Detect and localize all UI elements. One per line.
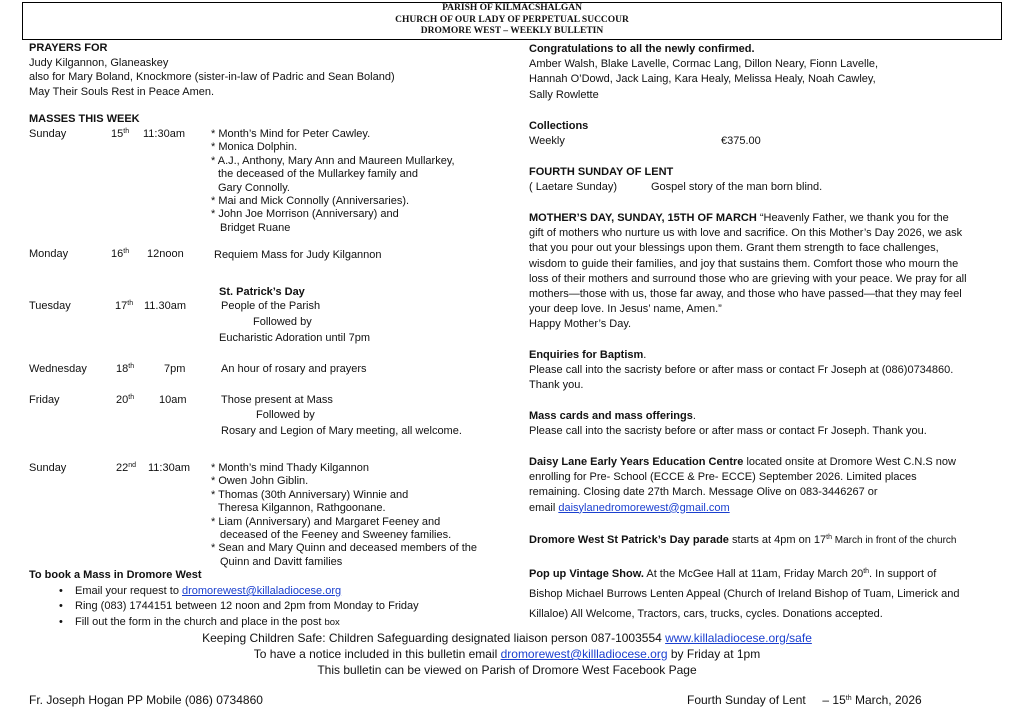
mass-day: Tuesday: [29, 300, 71, 312]
baptism-title: Enquiries for Baptism: [529, 349, 644, 361]
lent-title: FOURTH SUNDAY OF LENT: [529, 166, 674, 178]
church-name: CHURCH OF OUR LADY OF PERPETUAL SUCCOUR: [395, 14, 629, 25]
mass-intentions-sunday-22: [211, 462, 477, 569]
baptism-section: Enquiries for Baptism. Please call into the sacristy before or after mass or contact Fr Joseph at (086)0734860. Thank you.: [529, 348, 953, 394]
intention: * Owen John Giblin.: [211, 475, 309, 488]
mass-time: 11.30am: [144, 300, 186, 312]
mass-date: 22nd: [116, 462, 137, 474]
intention: Quinn and Davitt families: [220, 555, 343, 568]
tuesday-line: Followed by: [253, 316, 312, 328]
daisy-lane-section: Daisy Lane Early Years Education Centre located onsite at Dromore West C.N.S now enrolling for Pre- School (ECCE & Pre- ECCE) September 2026. Limited places remaining. Closing date 27th March. Message Olive on 083-3446267 or email daisylanedromorewest@gmail.com: [529, 456, 956, 514]
intention: * Thomas (30th Anniversary) Winnie and: [211, 488, 409, 501]
prayers-section: [29, 41, 395, 99]
masscards-title: Mass cards and mass offerings: [529, 410, 693, 422]
vintage-title: Pop up Vintage Show.: [529, 568, 644, 580]
prayers-title: PRAYERS FOR: [29, 42, 108, 54]
mass-day: Sunday: [29, 462, 67, 474]
vintage-line: Bishop Michael Burrows Lenten Appeal (Church of Ireland Bishop of Tuam, Limerick and: [529, 588, 960, 600]
mass-row-friday: [29, 394, 209, 406]
intention: the deceased of the Mullarkey family and: [218, 168, 418, 181]
st-patricks-heading: St. Patrick’s Day: [219, 286, 305, 298]
parish-name: PARISH OF KILMACSHALGAN: [442, 3, 582, 13]
facebook-line: This bulletin can be viewed on Parish of Dromore West Facebook Page: [317, 663, 697, 677]
confirmed-line: Hannah O’Dowd, Jack Laing, Kara Healy, Melissa Healy, Noah Cawley,: [529, 73, 876, 86]
vintage-line: Killaloe) All Welcome, Tractors, cars, trucks, cycles. Donations accepted.: [529, 608, 883, 620]
mass-time: 10am: [159, 394, 187, 406]
booking-list: [55, 584, 419, 630]
bulletin-date: Fourth Sunday of Lent – 15th March, 2026: [687, 693, 922, 707]
intention: * Liam (Anniversary) and Margaret Feeney and: [211, 515, 441, 528]
mass-date: 20th: [116, 394, 135, 406]
notice-line: To have a notice included in this bulletin email dromorewest@killladiocese.org by Friday at 1pm: [253, 647, 761, 661]
daisy-title: Daisy Lane Early Years Education Centre: [529, 456, 744, 468]
booking-form-item: • Fill out the form in the church and place in the post box: [55, 615, 419, 630]
tuesday-line: Eucharistic Adoration until 7pm: [219, 332, 371, 344]
mass-date: 15th: [111, 128, 130, 140]
mass-date: 16th: [111, 248, 130, 260]
mass-date: 17th: [115, 300, 134, 312]
intention: * A.J., Anthony, Mary Ann and Maureen Mullarkey,: [211, 154, 455, 167]
vintage-section: Pop up Vintage Show. At the McGee Hall at 11am, Friday March 20th. In support of Bishop Michael Burrows Lenten Appeal (Church of Ireland Bishop of Tuam, Limerick and Killaloe) All Welcome, Tractors, cars, trucks, cycles. Donations accepted.: [529, 564, 959, 624]
lent-gospel: Gospel story of the man born blind.: [651, 181, 823, 193]
intention: * Mai and Mick Connolly (Anniversaries).: [211, 195, 410, 208]
mass-time: 12noon: [147, 248, 184, 260]
daisy-line: remaining. Closing date 27th March. Message Olive on 083-3446267 or: [529, 486, 878, 499]
parade-title: Dromore West St Patrick’s Day parade: [529, 534, 729, 546]
mass-time: 11:30am: [148, 462, 190, 474]
intention: * Monica Dolphin.: [211, 141, 298, 154]
booking-email-item: • Email your request to dromorewest@killaladiocese.org: [55, 584, 419, 599]
bulletin-title: DROMORE WEST – WEEKLY BULLETIN: [420, 26, 604, 36]
booking-email-link[interactable]: dromorewest@killaladiocese.org: [182, 585, 342, 597]
safeguarding-line: Keeping Children Safe: Children Safeguarding designated liaison person 087-1003554 www.killaladiocese.org/safe: [202, 631, 812, 645]
confirmed-section: [529, 42, 878, 103]
mothers-line: loss of their mothers and surround those who are grieving with your peace. We pray for all: [529, 272, 967, 285]
mass-row-tuesday: [29, 300, 194, 312]
mothers-line: your deep love. In Jesus’ name, Amen.”: [529, 303, 722, 316]
friday-line: Those present at Mass: [221, 394, 333, 406]
tuesday-line: People of the Parish: [221, 300, 321, 312]
confirmed-title: Congratulations to all the newly confirmed.: [529, 43, 755, 55]
priest-contact: Fr. Joseph Hogan PP Mobile (086) 0734860: [29, 693, 263, 707]
mass-time: 11:30am: [143, 128, 185, 140]
mass-row-sunday-22: [29, 462, 198, 474]
safeguarding-link[interactable]: www.killaladiocese.org/safe: [665, 631, 812, 645]
baptism-line: Thank you.: [529, 379, 584, 392]
bulletin-header: [22, 2, 1002, 40]
friday-line: Followed by: [256, 409, 315, 421]
intention: Gary Connolly.: [218, 181, 290, 194]
mass-text-wednesday: An hour of rosary and prayers: [221, 363, 367, 375]
intention: Bridget Ruane: [220, 221, 291, 234]
notice-email-link[interactable]: dromorewest@killladiocese.org: [500, 647, 668, 661]
intention: Theresa Kilgannon, Rathgoonane.: [218, 502, 386, 515]
mass-time: 7pm: [164, 363, 186, 375]
masscards-line: Please call into the sacristy before or after mass or contact Fr Joseph. Thank you.: [529, 425, 927, 438]
mass-intentions-sunday-15: [211, 128, 455, 235]
mass-day: Friday: [29, 394, 60, 406]
confirmed-line: Sally Rowlette: [529, 88, 599, 101]
mothers-line: wisdom to guide their families, and joy that sustains them. Comfort those who mourn the: [529, 257, 959, 270]
prayers-line: Judy Kilgannon, Glaneaskey: [29, 56, 169, 69]
mass-text-monday: Requiem Mass for Judy Kilgannon: [214, 249, 382, 261]
masses-title: MASSES THIS WEEK: [29, 113, 140, 125]
mass-day: Monday: [29, 248, 69, 260]
masscards-section: Mass cards and mass offerings. Please call into the sacristy before or after mass or contact Fr Joseph. Thank you.: [529, 409, 927, 439]
mass-day: Sunday: [29, 128, 67, 140]
mothers-line: that you pour out your blessings upon them. Grant them strength to face challenges,: [529, 242, 939, 255]
mass-row-monday: [29, 248, 197, 260]
confirmed-line: Amber Walsh, Blake Lavelle, Cormac Lang, Dillon Neary, Fionn Lavelle,: [529, 58, 879, 71]
booking-title: To book a Mass in Dromore West: [29, 569, 202, 581]
intention: * Sean and Mary Quinn and deceased members of the: [211, 542, 477, 555]
mothers-line: gift of mothers who nurture us with love and sacrifice. On this Mother’s Day 2026, we ask: [529, 227, 963, 240]
mothers-day-title: MOTHER’S DAY, SUNDAY, 15TH OF MARCH: [529, 212, 757, 224]
collections-label: Weekly: [529, 135, 565, 147]
intention: deceased of the Feeney and Sweeney families.: [220, 529, 452, 542]
collections-title: Collections: [529, 120, 589, 132]
intention: * Month’s mind Thady Kilgannon: [211, 462, 369, 474]
daisy-line: enrolling for Pre- School (ECCE & Pre- ECCE) September 2026. Limited places: [529, 471, 917, 484]
booking-phone-item: • Ring (083) 1744151 between 12 noon and 2pm from Monday to Friday: [55, 599, 419, 614]
mothers-line: Happy Mother’s Day.: [529, 318, 632, 331]
friday-line: Rosary and Legion of Mary meeting, all welcome.: [221, 425, 462, 437]
baptism-line: Please call into the sacristy before or after mass or contact Fr Joseph at (086)0734860.: [529, 364, 954, 377]
lent-subtitle: ( Laetare Sunday): [529, 181, 618, 193]
intention: * Month’s Mind for Peter Cawley.: [211, 128, 371, 140]
mass-row-wednesday: [29, 363, 214, 375]
collections-amount: €375.00: [721, 135, 761, 147]
mass-date: 18th: [116, 363, 135, 375]
mothers-day-section: MOTHER’S DAY, SUNDAY, 15TH OF MARCH “Heavenly Father, we thank you for the gift of mothers who nurture us with love and sacrifice. On this Mother’s Day 2026, we ask that you pour out your blessings upon them. Grant them strength to face challenges, wisdom to guide their families, and joy that sustains them. Comfort those who mourn the loss of their mothers and surround those who are grieving with your peace. We pray for all mothers—those with us, those far away, and those who have passed—that they may feel your deep love. In Jesus’ name, Amen.” Happy Mother’s Day.: [529, 211, 967, 333]
prayers-line: May Their Souls Rest in Peace Amen.: [29, 85, 215, 98]
daisy-email-link[interactable]: daisylanedromorewest@gmail.com: [558, 501, 730, 514]
intention: * John Joe Morrison (Anniversary) and: [211, 208, 399, 221]
prayers-line: also for Mary Boland, Knockmore (sister-in-law of Padric and Sean Boland): [29, 71, 395, 83]
parade-section: Dromore West St Patrick’s Day parade starts at 4pm on 17th March in front of the church: [529, 534, 957, 546]
mass-day: Wednesday: [29, 363, 87, 375]
mass-row-sunday-15: [29, 128, 193, 140]
mothers-line: mothers—those with us, those far away, and those who have passed—that they may feel: [529, 288, 962, 301]
